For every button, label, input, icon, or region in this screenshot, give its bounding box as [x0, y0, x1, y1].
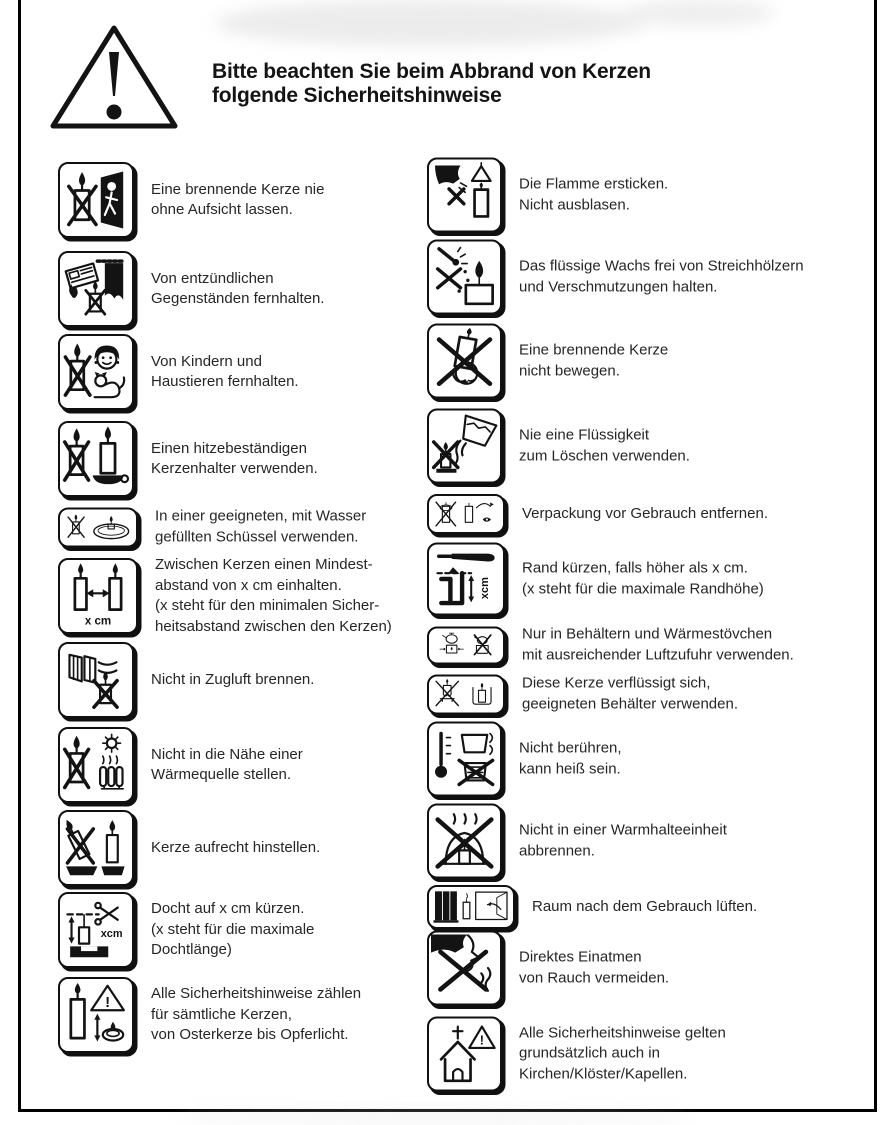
- safety-item-text-line: (x steht für die maximale: [151, 920, 315, 938]
- safety-item: [58, 977, 361, 1053]
- liquefying-candle-icon: [427, 674, 505, 714]
- safety-item: [58, 892, 314, 968]
- safety-item-text-line: Nicht berühren,: [519, 739, 622, 757]
- safety-item-text: [151, 838, 320, 859]
- safety-item-text-line: Alle Sicherheitshinweise gelten: [519, 1024, 726, 1042]
- heat-resistant-holder-icon: [58, 421, 134, 497]
- safety-item-text: [522, 674, 738, 715]
- safety-item-text-line: Nicht in die Nähe einer: [151, 745, 303, 763]
- safety-item-text: [151, 670, 314, 691]
- safety-item: [427, 324, 668, 399]
- column-left: [58, 0, 423, 1125]
- safety-item-text-line: mit ausreichender Luftzufuhr verwenden.: [522, 646, 794, 663]
- safety-item-text: [532, 897, 757, 918]
- safety-item: [427, 543, 764, 616]
- safety-item-text-line: Kirchen/Klöster/Kapellen.: [519, 1065, 688, 1083]
- safety-item: [427, 240, 804, 315]
- safety-item-text: [522, 504, 768, 525]
- safety-item-text-line: Zwischen Kerzen einen Mindest-: [155, 556, 373, 573]
- safety-item-text-line: von Rauch vermeiden.: [519, 969, 670, 986]
- safety-item: [427, 1017, 726, 1092]
- safety-item: [58, 555, 392, 637]
- safety-item-text-line: abbrennen.: [519, 842, 595, 859]
- safety-item-text: [522, 559, 764, 600]
- safety-item-text-line: Raum nach dem Gebrauch lüften.: [532, 897, 758, 915]
- safety-item-text-line: kann heiß sein.: [519, 760, 621, 777]
- do-not-move-icon: [427, 324, 502, 399]
- safety-item-text-line: Direktes Einatmen: [519, 948, 642, 966]
- safety-item: [427, 409, 690, 484]
- safety-item: [58, 810, 320, 886]
- trim-rim-icon: [427, 543, 505, 616]
- safety-item-text: [151, 180, 324, 221]
- safety-item: [427, 931, 669, 1006]
- church-use-icon: [427, 1017, 502, 1092]
- safety-item-text-line: Kerzenhalter verwenden.: [151, 460, 318, 477]
- safety-item-text-line: geeigneten Behälter verwenden.: [522, 695, 738, 712]
- safety-item-text-line: Einen hitzebeständigen: [151, 439, 307, 457]
- safety-item-text-line: Eine brennende Kerze nie: [151, 180, 325, 198]
- safety-item-text-line: Nicht in Zugluft brennen.: [151, 670, 315, 688]
- safety-item-text-line: Gegenständen fernhalten.: [151, 290, 325, 307]
- safety-item-text: [519, 1023, 726, 1085]
- safety-item: [58, 507, 366, 548]
- safety-item-text-line: zum Löschen verwenden.: [519, 447, 690, 464]
- candle-upright-icon: [58, 810, 134, 886]
- safety-item-text-line: Von Kindern und: [151, 352, 262, 370]
- no-draft-icon: [58, 642, 134, 718]
- remove-packaging-icon: [427, 494, 505, 534]
- safety-item-text-line: Nicht ausblasen.: [519, 196, 630, 213]
- safety-item-text-line: Eine brennende Kerze: [519, 341, 669, 359]
- safety-item-text-line: Nur in Behältern und Wärmestövchen: [522, 625, 773, 643]
- safety-item-text: [151, 899, 314, 961]
- safety-item-text-line: Haustieren fernhalten.: [151, 373, 299, 390]
- safety-item-text: [519, 175, 668, 216]
- do-not-touch-hot-icon: [427, 722, 502, 797]
- safety-item-text-line: ohne Aufsicht lassen.: [151, 201, 293, 218]
- safety-item-text-line: von Osterkerze bis Opferlicht.: [151, 1026, 349, 1044]
- safety-item-text-line: (x steht für die maximale Randhöhe): [522, 580, 764, 597]
- safety-item-text: [519, 739, 622, 780]
- clean-wax-pool-icon: [427, 240, 502, 315]
- safety-item-text-line: grundsätzlich auch in: [519, 1044, 660, 1062]
- safety-item-text-line: Wärmequelle stellen.: [151, 766, 292, 783]
- safety-item-text: [519, 257, 804, 298]
- safety-item-text-line: Kerze aufrecht hinstellen.: [151, 838, 321, 856]
- safety-item-text-line: In einer geeigneten, mit Wasser: [155, 507, 367, 525]
- safety-item: [427, 804, 727, 879]
- safety-item: [427, 885, 757, 929]
- safety-item-text-line: Das flüssige Wachs frei von Streichhölzern: [519, 257, 804, 275]
- keep-away-flammables-icon: [58, 251, 134, 327]
- safety-item-text: [151, 352, 299, 393]
- safety-item: [58, 334, 299, 410]
- safety-item-text-line: abstand von x cm einhalten.: [155, 576, 342, 594]
- safety-item-text: [151, 984, 361, 1046]
- safety-item-text-line: (x steht für den minimalen Sicher-: [155, 597, 380, 614]
- safety-item-text-line: heitsabstand zwischen den Kerzen): [155, 617, 392, 635]
- safety-item-text: [151, 745, 303, 786]
- safety-item-text: [151, 439, 318, 480]
- safety-item-text: [522, 625, 794, 666]
- safety-item: [427, 494, 768, 534]
- safety-item-text: [519, 341, 668, 382]
- safety-item-text-line: Alle Sicherheitshinweise zählen: [151, 985, 362, 1003]
- safety-item-text-line: Verpackung vor Gebrauch entfernen.: [522, 504, 768, 522]
- no-unattended-candle-icon: [58, 162, 134, 238]
- safety-item-text-line: gefüllten Schüssel verwenden.: [155, 528, 359, 545]
- safety-item-text: [155, 507, 366, 548]
- safety-item: [427, 674, 738, 715]
- safety-item: [427, 625, 794, 666]
- safety-item-text: [519, 948, 669, 989]
- safety-item: [58, 251, 324, 327]
- no-heat-source-icon: [58, 727, 134, 803]
- safety-item-text: [155, 555, 392, 637]
- no-smoke-inhale-icon: [427, 931, 502, 1006]
- safety-item-text-line: für sämtliche Kerzen,: [151, 1005, 292, 1023]
- page-title-line1: Bitte beachten Sie beim Abbrand von Kerzen: [212, 60, 651, 83]
- safety-item-text-line: Von entzündlichen: [151, 269, 274, 287]
- safety-item: [58, 727, 303, 803]
- safety-item-text-line: Nicht in einer Warmhalteeinheit: [519, 821, 727, 839]
- safety-item: [427, 722, 622, 797]
- safety-item: [427, 158, 668, 233]
- water-filled-bowl-icon: [58, 507, 138, 547]
- keep-away-children-pets-icon: [58, 334, 134, 410]
- safety-item-text-line: und Verschmutzungen halten.: [519, 278, 718, 295]
- safety-item-text-line: Rand kürzen, falls höher als x cm.: [522, 559, 748, 577]
- safety-item-text-line: Docht auf x cm kürzen.: [151, 900, 305, 918]
- minimum-distance-icon: [58, 558, 138, 634]
- safety-item: [58, 421, 318, 497]
- no-food-warmer-icon: [427, 804, 502, 879]
- safety-item-text-line: nicht bewegen.: [519, 362, 620, 379]
- no-liquid-extinguish-icon: [427, 409, 502, 484]
- all-candle-types-icon: [58, 977, 134, 1053]
- safety-item-text-line: Die Flamme ersticken.: [519, 175, 669, 193]
- ventilated-container-icon: [427, 626, 505, 664]
- safety-item-text-line: Diese Kerze verflüssigt sich,: [522, 674, 711, 692]
- safety-item-text-line: Nie eine Flüssigkeit: [519, 426, 650, 444]
- page-title-line2: folgende Sicherheitshinweise: [212, 84, 502, 107]
- trim-wick-icon: [58, 892, 134, 968]
- column-right: [427, 0, 877, 1125]
- safety-item: [58, 162, 324, 238]
- safety-item: [58, 642, 314, 718]
- smother-flame-icon: [427, 158, 502, 233]
- ventilate-room-icon: [427, 885, 515, 929]
- safety-item-text: [519, 426, 690, 467]
- safety-item-text: [519, 821, 727, 862]
- safety-item-text: [151, 269, 324, 310]
- safety-item-text-line: Dochtlänge): [151, 941, 232, 959]
